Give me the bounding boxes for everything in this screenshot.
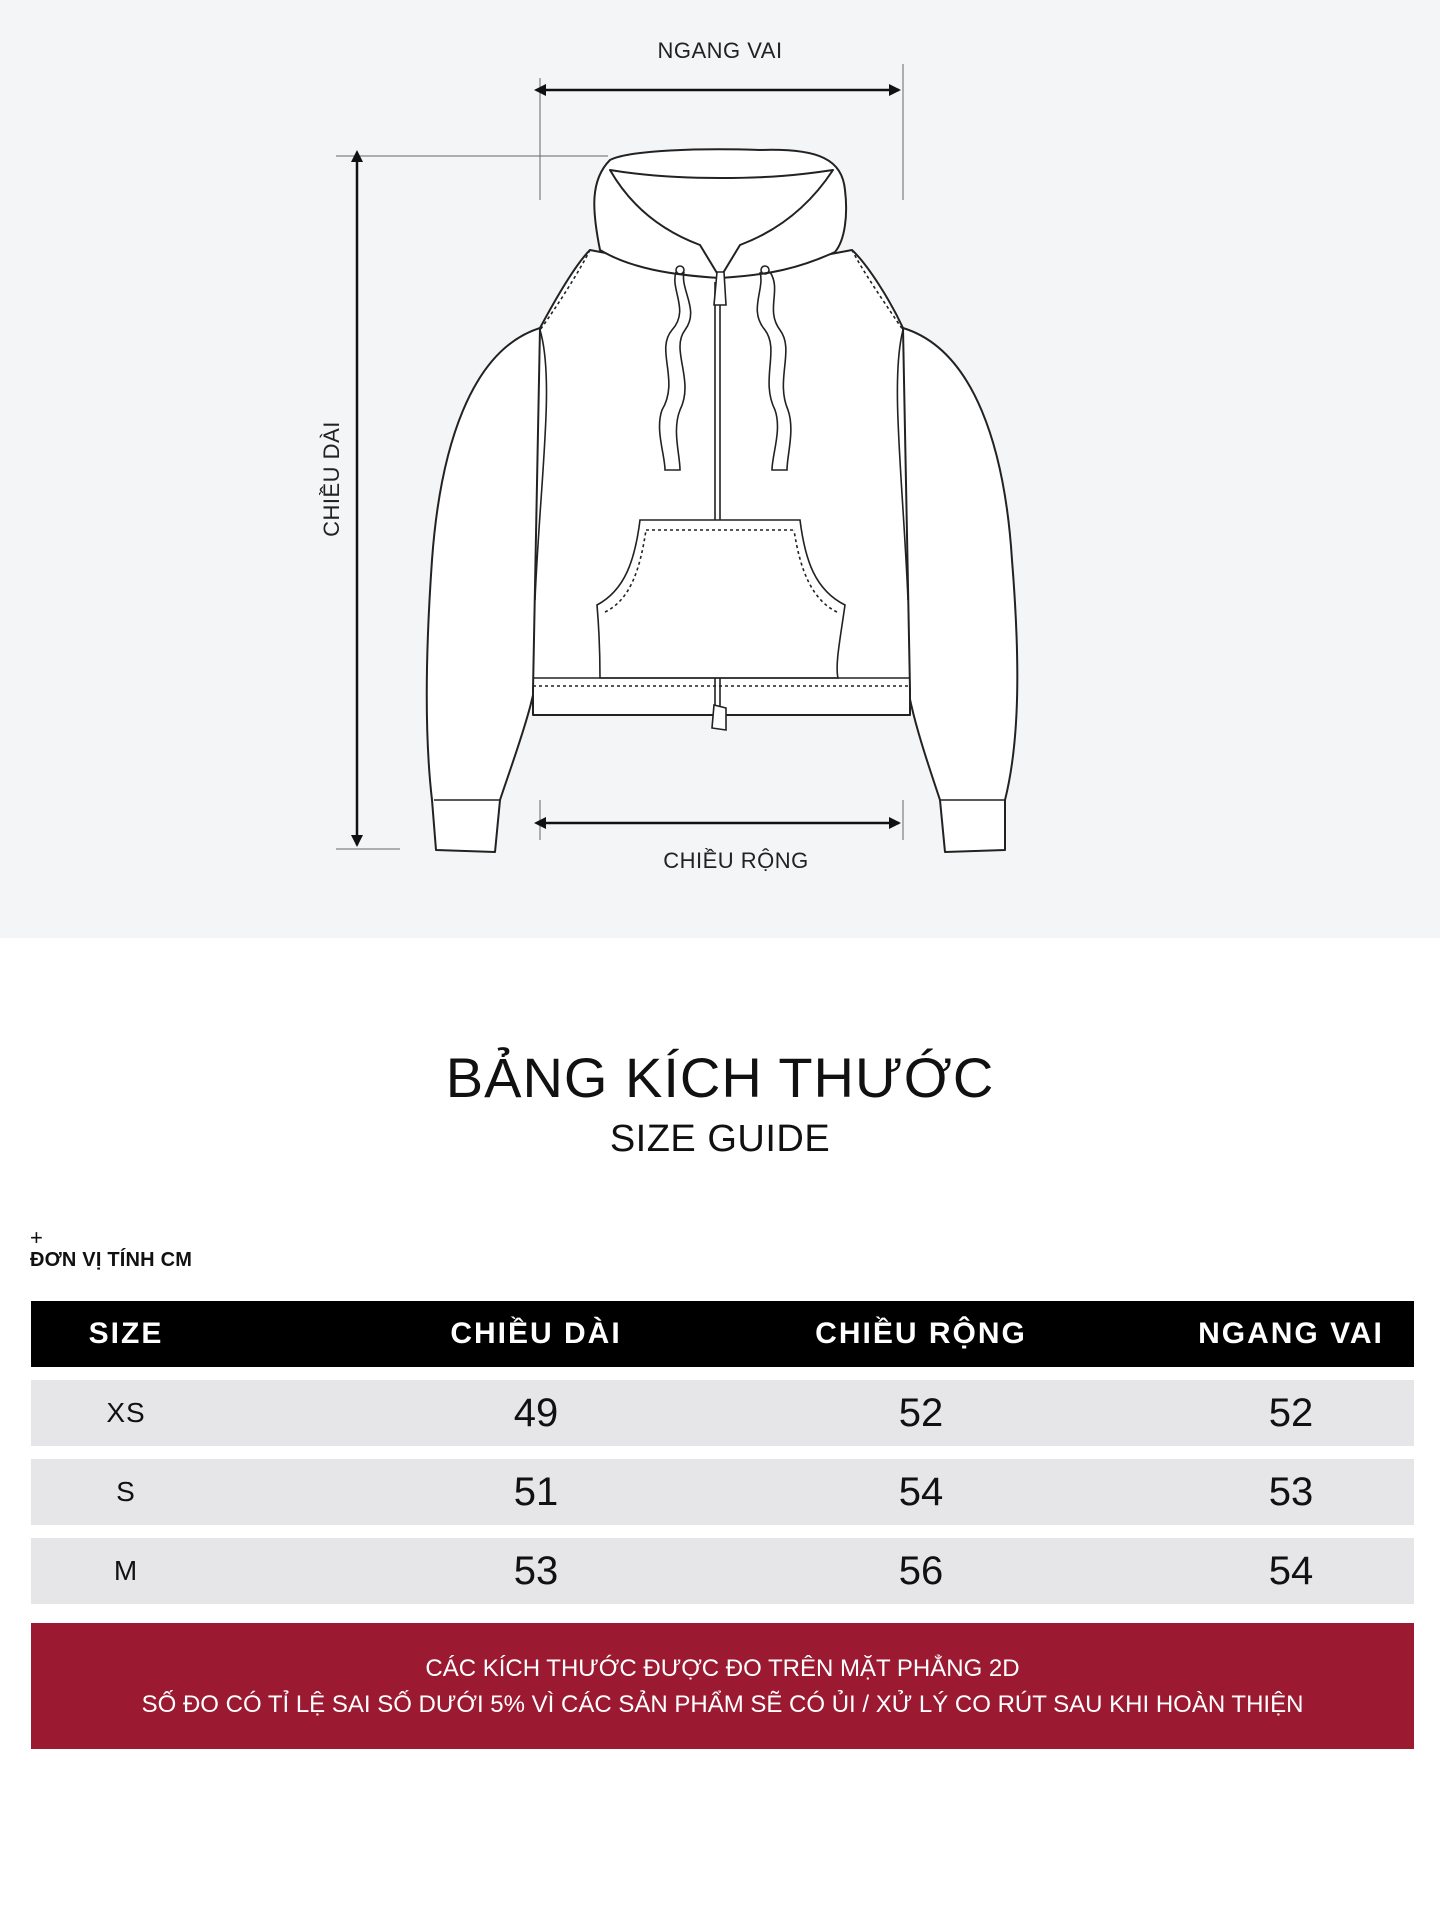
cell-shoulder: 53 <box>1268 1470 1314 1514</box>
measurement-disclaimer <box>31 1623 1414 1749</box>
hoodie-outline <box>427 149 1018 852</box>
cell-width: 56 <box>898 1549 944 1593</box>
size-table <box>31 1301 1414 1604</box>
cell-size: S <box>116 1476 136 1507</box>
disclaimer-line-2: SỐ ĐO CÓ TỈ LỆ SAI SỐ DƯỚI 5% VÌ CÁC SẢN PHẨM SẼ CÓ ỦI / XỬ LÝ CO RÚT SAU KHI HOÀN THIỆN <box>141 1691 1304 1718</box>
cell-size: XS <box>106 1397 146 1428</box>
header-size: SIZE <box>88 1317 164 1350</box>
cell-size: M <box>113 1555 139 1586</box>
cell-length: 49 <box>513 1391 559 1435</box>
cell-width: 52 <box>898 1391 944 1435</box>
cell-shoulder: 54 <box>1268 1549 1314 1593</box>
cell-width: 54 <box>898 1470 944 1514</box>
measurement-diagram <box>0 0 1440 938</box>
plus-icon: + <box>30 1225 44 1250</box>
table-row <box>31 1380 1414 1446</box>
page-title: BẢNG KÍCH THƯỚC <box>445 1046 995 1109</box>
unit-note-text: ĐƠN VỊ TÍNH CM <box>30 1249 193 1271</box>
page-title-block <box>0 1046 1440 1160</box>
header-width: CHIỀU RỘNG <box>815 1317 1027 1350</box>
table-header <box>31 1301 1414 1367</box>
cell-length: 51 <box>513 1470 559 1514</box>
page-subtitle: SIZE GUIDE <box>609 1118 831 1160</box>
body-length-label: CHIỀU DÀI <box>319 421 344 537</box>
cell-length: 53 <box>513 1549 559 1593</box>
header-length: CHIỀU DÀI <box>450 1317 622 1350</box>
unit-note <box>30 1225 193 1272</box>
table-row <box>31 1459 1414 1525</box>
table-row <box>31 1538 1414 1604</box>
header-shoulder: NGANG VAI <box>1198 1317 1384 1350</box>
body-width-label: CHIỀU RỘNG <box>663 848 809 873</box>
disclaimer-line-1: CÁC KÍCH THƯỚC ĐƯỢC ĐO TRÊN MẶT PHẲNG 2D <box>425 1655 1020 1682</box>
cell-shoulder: 52 <box>1268 1391 1314 1435</box>
shoulder-width-label: NGANG VAI <box>657 38 783 63</box>
hoodie-sketch-icon <box>0 0 1440 938</box>
